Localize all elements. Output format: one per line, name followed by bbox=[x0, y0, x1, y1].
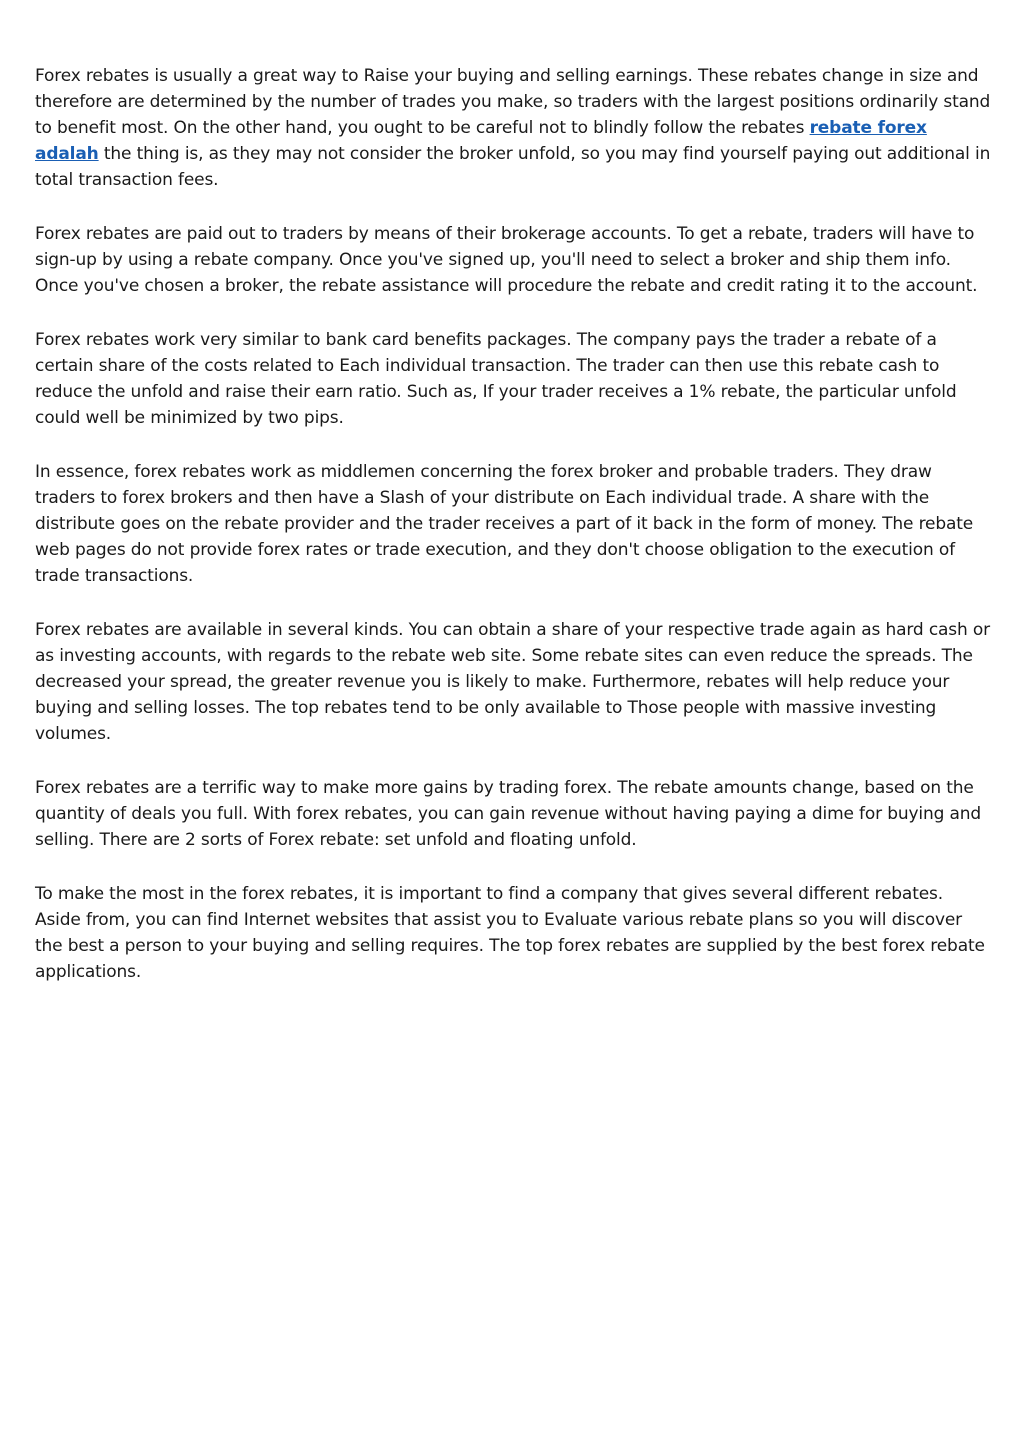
document-body bbox=[35, 63, 991, 1013]
rebate-forex-adalah-link[interactable]: rebate forex adalah bbox=[35, 118, 927, 164]
paragraph-2: Forex rebates are paid out to traders by means of their brokerage accounts. To get a rebate, traders will have to sign-up by using a rebate company. Once you've signed up, you'll need to select a broker and ship them info. Once you've chosen a broker, the rebate assistance will procedure the rebate and credit rating it to the account. bbox=[35, 224, 978, 296]
paragraph-1-text-after-link: the thing is, as they may not consider the broker unfold, so you may find yourself paying out additional in total transaction fees. bbox=[35, 144, 991, 190]
paragraph-1-text-before-link: Forex rebates is usually a great way to Raise your buying and selling earnings. These rebates change in size and therefore are determined by the number of trades you make, so traders with the largest positions ordinarily stand to benefit most. On the other hand, you ought to be careful not to blindly follow the rebates bbox=[35, 66, 991, 138]
paragraph-4: In essence, forex rebates work as middlemen concerning the forex broker and probable traders. They draw traders to forex brokers and then have a Slash of your distribute on Each individual trade. A share with the distribute goes on the rebate provider and the trader receives a part of it back in the form of money. The rebate web pages do not provide forex rates or trade execution, and they don't choose obligation to the execution of trade transactions. bbox=[35, 462, 974, 586]
paragraph-3: Forex rebates work very similar to bank card benefits packages. The company pays the trader a rebate of a certain share of the costs related to Each individual transaction. The trader can then use this rebate cash to reduce the unfold and raise their earn ratio. Such as, If your trader receives a 1% rebate, the particular unfold could well be minimized by two pips. bbox=[35, 330, 957, 428]
paragraph-5: Forex rebates are available in several kinds. You can obtain a share of your respective trade again as hard cash or as investing accounts, with regards to the rebate web site. Some rebate sites can even reduce the spreads. The decreased your spread, the greater revenue you is likely to make. Furthermore, rebates will help reduce your buying and selling losses. The top rebates tend to be only available to Those people with massive investing volumes. bbox=[35, 620, 990, 744]
paragraph-7: To make the most in the forex rebates, it is important to find a company that gives several different rebates. Aside from, you can find Internet websites that assist you to Evaluate various rebate plans so you will discover the best a person to your buying and selling requires. The top forex rebates are supplied by the best forex rebate applications. bbox=[35, 884, 985, 982]
paragraph-1 bbox=[35, 63, 991, 193]
paragraph-6: Forex rebates are a terrific way to make more gains by trading forex. The rebate amounts change, based on the quantity of deals you full. With forex rebates, you can gain revenue without having paying a dime for buying and selling. There are 2 sorts of Forex rebate: set unfold and floating unfold. bbox=[35, 778, 982, 850]
